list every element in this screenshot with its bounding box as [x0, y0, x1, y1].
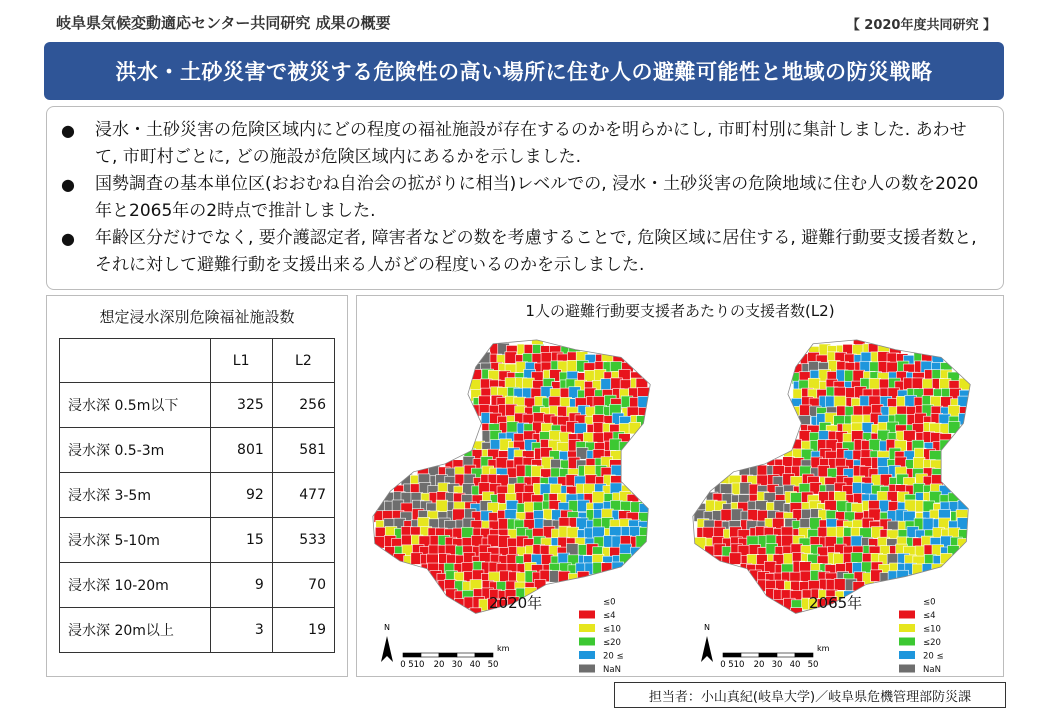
facility-table-panel	[46, 295, 348, 677]
legend-swatch	[899, 638, 915, 646]
scale-bar-segment	[759, 653, 777, 657]
summary-bullet	[61, 225, 989, 279]
scale-bar-segment	[475, 653, 493, 657]
table-header-cell: L1	[210, 339, 272, 383]
legend-swatch	[579, 624, 595, 632]
row-label: 浸水深 10-20m	[60, 563, 211, 608]
scale-tick-label: 0	[400, 660, 406, 670]
legend-label: 20 ≤	[603, 651, 624, 662]
scale-bar-segment	[421, 653, 439, 657]
scale-tick-label: 20	[433, 660, 445, 670]
bullet-dot-icon: ●	[61, 121, 75, 140]
scale-tick-label: 10	[733, 660, 745, 670]
map-title: 1人の避難行動要支援者あたりの支援者数(L2)	[525, 302, 835, 320]
bullet-text: 国勢調査の基本単位区(おおむね自治会の拡がりに相当)レベルでの, 浸水・土砂災害の危険地域に住む人の数を2020年と2065年の2時点で推計しました.	[95, 174, 979, 221]
bullet-text: 浸水・土砂災害の危険区域内にどの程度の福祉施設が存在するのかを明らかにし, 市町村別に集計しました. あわせて, 市町村ごとに, どの施設が危険区域内にあるかを示しました.	[95, 120, 967, 167]
table-header-row	[60, 339, 335, 383]
banner-title: 洪水・土砂災害で被災する危険性の高い場所に住む人の避難可能性と地域の防災戦略	[115, 60, 933, 84]
scale-tick-label: 30	[771, 660, 783, 670]
scale-tick-label: 5	[728, 660, 734, 670]
cell-l2: 256	[272, 383, 334, 428]
legend-swatch	[579, 665, 595, 673]
legend-label: NaN	[923, 665, 941, 675]
scale-tick-label: 40	[789, 660, 801, 670]
scale-tick-label: 50	[487, 660, 499, 670]
scale-bar-segment	[723, 653, 741, 657]
north-arrow-icon	[701, 636, 713, 662]
legend-label: ≤4	[923, 611, 936, 621]
table-row	[60, 383, 335, 428]
scale-bar-segment	[403, 653, 421, 657]
bullet-text: 年齢区分だけでなく, 要介護認定者, 障害者などの数を考慮することで, 危険区域に居住する, 避難行動要支援者数と, それに対して避難行動を支援出来る人がどの程度いるのかを示しました.	[95, 228, 977, 275]
table-row	[60, 518, 335, 563]
scale-tick-label: 40	[469, 660, 481, 670]
legend-label: ≤20	[603, 638, 621, 648]
map-year-label: 2065年	[809, 594, 863, 612]
prefecture-map	[373, 334, 651, 619]
table-header-cell	[60, 339, 211, 383]
scale-unit-label: km	[497, 644, 510, 653]
legend-label: ≤0	[923, 597, 936, 608]
legend-swatch	[899, 624, 915, 632]
credit-text: 担当者：小山真紀(岐阜大学)／岐阜県危機管理部防災課	[648, 689, 972, 705]
cell-l1: 9	[210, 563, 272, 608]
legend-swatch	[579, 597, 595, 605]
legend-swatch	[579, 638, 595, 646]
map-year-label: 2020年	[489, 594, 543, 612]
map-panel	[356, 295, 1004, 677]
cell-l1: 325	[210, 383, 272, 428]
main-banner	[44, 42, 1004, 100]
row-label: 浸水深 5-10m	[60, 518, 211, 563]
legend-label: ≤4	[603, 611, 616, 621]
scale-bar-segment	[777, 653, 795, 657]
scale-tick-label: 5	[408, 660, 414, 670]
north-label: N	[384, 623, 390, 632]
legend-swatch	[899, 651, 915, 659]
cell-l1: 801	[210, 428, 272, 473]
facility-table-title: 想定浸水深別危険福祉施設数	[99, 308, 295, 326]
legend-label: ≤20	[923, 638, 941, 648]
row-label: 浸水深 0.5-3m	[60, 428, 211, 473]
legend-label: NaN	[603, 665, 621, 675]
cell-l1: 92	[210, 473, 272, 518]
cell-l2: 581	[272, 428, 334, 473]
scale-bar-segment	[795, 653, 813, 657]
row-label: 浸水深 3-5m	[60, 473, 211, 518]
table-row	[60, 473, 335, 518]
legend-swatch	[899, 665, 915, 673]
year-tag: 【 2020年度共同研究 】	[846, 18, 996, 33]
cell-l2: 477	[272, 473, 334, 518]
scale-tick-label: 20	[753, 660, 765, 670]
cell-l1: 15	[210, 518, 272, 563]
choropleth-maps	[357, 296, 1005, 678]
legend-swatch	[579, 651, 595, 659]
scale-bar-segment	[457, 653, 475, 657]
page-header-title: 岐阜県気候変動適応センター共同研究 成果の概要	[56, 14, 391, 32]
cell-l1: 3	[210, 608, 272, 653]
summary-bullet	[61, 117, 989, 171]
scale-unit-label: km	[817, 644, 830, 653]
legend-swatch	[579, 611, 595, 619]
prefecture-map	[693, 336, 971, 619]
cell-l2: 533	[272, 518, 334, 563]
legend-label: ≤10	[603, 624, 621, 635]
facility-table	[59, 338, 335, 653]
bullet-dot-icon: ●	[61, 229, 75, 248]
summary-box	[46, 106, 1004, 290]
scale-tick-label: 0	[720, 660, 726, 670]
scale-bar-segment	[439, 653, 457, 657]
legend-label: 20 ≤	[923, 651, 944, 662]
row-label: 浸水深 20m以上	[60, 608, 211, 653]
scale-tick-label: 30	[451, 660, 463, 670]
credit-box	[614, 682, 1006, 708]
row-label: 浸水深 0.5m以下	[60, 383, 211, 428]
legend-swatch	[899, 611, 915, 619]
legend-label: ≤10	[923, 624, 941, 635]
table-row	[60, 428, 335, 473]
cell-l2: 19	[272, 608, 334, 653]
summary-bullet	[61, 171, 989, 225]
legend-swatch	[899, 597, 915, 605]
scale-tick-label: 50	[807, 660, 819, 670]
cell-l2: 70	[272, 563, 334, 608]
table-row	[60, 563, 335, 608]
bullet-dot-icon: ●	[61, 175, 75, 194]
scale-bar-segment	[741, 653, 759, 657]
north-label: N	[704, 623, 710, 632]
north-arrow-icon	[381, 636, 393, 662]
scale-tick-label: 10	[413, 660, 425, 670]
table-header-cell: L2	[272, 339, 334, 383]
table-row	[60, 608, 335, 653]
legend-label: ≤0	[603, 597, 616, 608]
